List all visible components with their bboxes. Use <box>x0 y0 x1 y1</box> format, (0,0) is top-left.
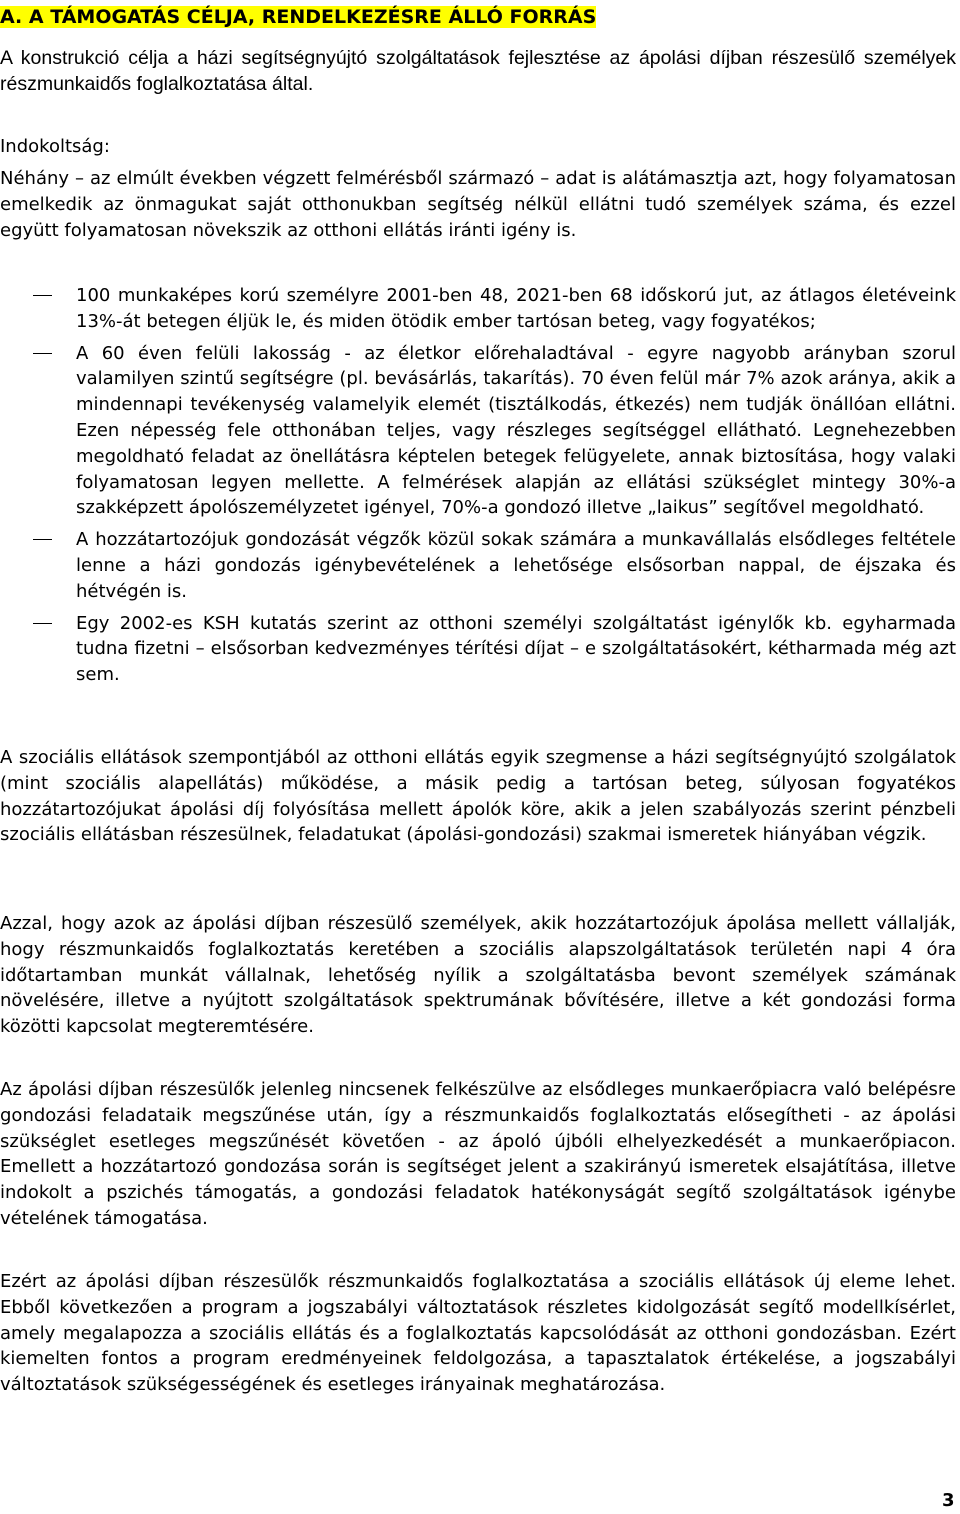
heading-number: A. <box>0 6 23 28</box>
heading-text: A TÁMOGATÁS CÉLJA, RENDELKEZÉSRE ÁLLÓ FORRÁS <box>22 6 597 28</box>
list-item <box>0 611 956 688</box>
list-item <box>0 341 956 522</box>
page-number: 3 <box>942 1490 955 1511</box>
list-item <box>0 283 956 335</box>
body-paragraph-2: Azzal, hogy azok az ápolási díjban részesülő személyek, akik hozzátartozójuk ápolása mellett vállalják, hogy részmunkaidős foglalkoztatás keretében a szociális alapszolgáltatások területén napi 4 óra időtartamban munkát vállalnak, lehetőség nyílik a szolgáltatásba bevont személyek számának növelésére, illetve a nyújtott szolgáltatások spektrumának bővítésére, illetve a két gondozási forma közötti kapcsolat megteremtésére. <box>0 913 956 1038</box>
list-item-text: Egy 2002-es KSH kutatás szerint az otthoni személyi szolgáltatást igénylők kb. egyharmada tudna fizetni – elsősorban kedvezményes térítési díjat – e szolgáltatásokért, kétharmada még azt sem. <box>76 612 956 686</box>
list-item-text: A 60 éven felüli lakosság - az életkor előrehaladtával - egyre nagyobb arányban szorul valamilyen szintű segítségre (pl. bevásárlás, takarítás). 70 éven felül már 7% azok aránya, akik a mindennapi tevékenység valamelyik elemét (tisztálkodás, étkezés) nem tudják önállóan ellátni. Ezen népesség fele otthonában teljes, vagy részleges segítséggel ellátható. Legnehezebben megoldható feladat az önellátásra képtelen betegek felügyelete, annak biztosítása, hogy valaki folyamatosan legyen mellette. A felmérések alapján az ellátási szükséglet mintegy 30%-a szakképzett ápolószemélyzetet igényel, 70%-a gondozó illetve „laikus” segítővel megoldható. <box>76 342 956 519</box>
dash-bullet-icon <box>33 623 52 624</box>
list-item-text: 100 munkaképes korú személyre 2001-ben 48, 2021-ben 68 időskorú jut, az átlagos életéveink 13%-át betegen éljük le, és miden ötödik ember tartósan beteg, vagy fogyatékos; <box>76 285 956 332</box>
body-paragraph-4: Ezért az ápolási díjban részesülők részmunkaidős foglalkoztatása a szociális ellátások új eleme lehet. Ebből következően a program a jogszabályi változtatások részletes kidolgozását segítő modellkísérlet, amely megalapozza a szociális ellátás és a foglalkoztatás kapcsolódását az otthoni gondozásban. Ezért kiemelten fontos a program eredményeinek feldolgozása, a tapasztalatok értékelése, a jogszabályi változtatások szükségességének és esetleges irányainak meghatározása. <box>0 1271 956 1396</box>
statistics-list <box>0 283 956 694</box>
justification-paragraph: Néhány – az elmúlt években végzett felmérésből származó – adat is alátámasztja azt, hogy folyamatosan emelkedik az önmagukat saját otthonukban segítség nélkül ellátni tudó személyek száma, és ezzel együtt folyamatosan növekszik az otthoni ellátás iránti igény is. <box>0 168 956 241</box>
justification-label: Indokoltság: <box>0 136 110 157</box>
body-paragraph-3: Az ápolási díjban részesülők jelenleg nincsenek felkészülve az elsődleges munkaerőpiacra való belépésre gondozási feladataik megszűnése után, így a részmunkaidős foglalkoztatás elősegítheti - az ápolási szükséglet esetleges megszűnését követően - az ápoló újbóli elhelyezkedését a munkaerőpiacon. Emellett a hozzátartozó gondozása során is segítséget jelent a szakirányú ismeretek elsajátítása, illetve indokolt a pszichés támogatás, a gondozási feladatok hatékonyságát segítő szolgáltatások igénybe vételének támogatása. <box>0 1079 956 1229</box>
dash-bullet-icon <box>33 295 52 296</box>
dash-bullet-icon <box>33 539 52 540</box>
list-item <box>0 527 956 604</box>
section-heading <box>0 4 596 30</box>
list-item-text: A hozzátartozójuk gondozását végzők közül sokak számára a munkavállalás elsődleges feltétele lenne a házi gondozás igénybevételének a lehetősége elsősorban nappal, de éjszaka és hétvégén is. <box>76 529 956 602</box>
body-paragraph-1: A szociális ellátások szempontjából az otthoni ellátás egyik szegmense a házi segítségnyújtó szolgálatok (mint szociális alapellátás) működése, a másik pedig a tartósan beteg, súlyosan fogyatékos hozzátartozójukat ápolási díj folyósítása mellett ápolók köre, akik a jelen szabályozás szerint pénzbeli szociális ellátásban részesülnek, feladatukat (ápolási-gondozási) szakmai ismeretek hiányában végzik. <box>0 747 956 846</box>
dash-bullet-icon <box>33 353 52 354</box>
intro-paragraph: A konstrukció célja a házi segítségnyújtó szolgáltatások fejlesztése az ápolási díjban részesülő személyek részmunkaidős foglalkoztatása által. <box>0 47 956 95</box>
